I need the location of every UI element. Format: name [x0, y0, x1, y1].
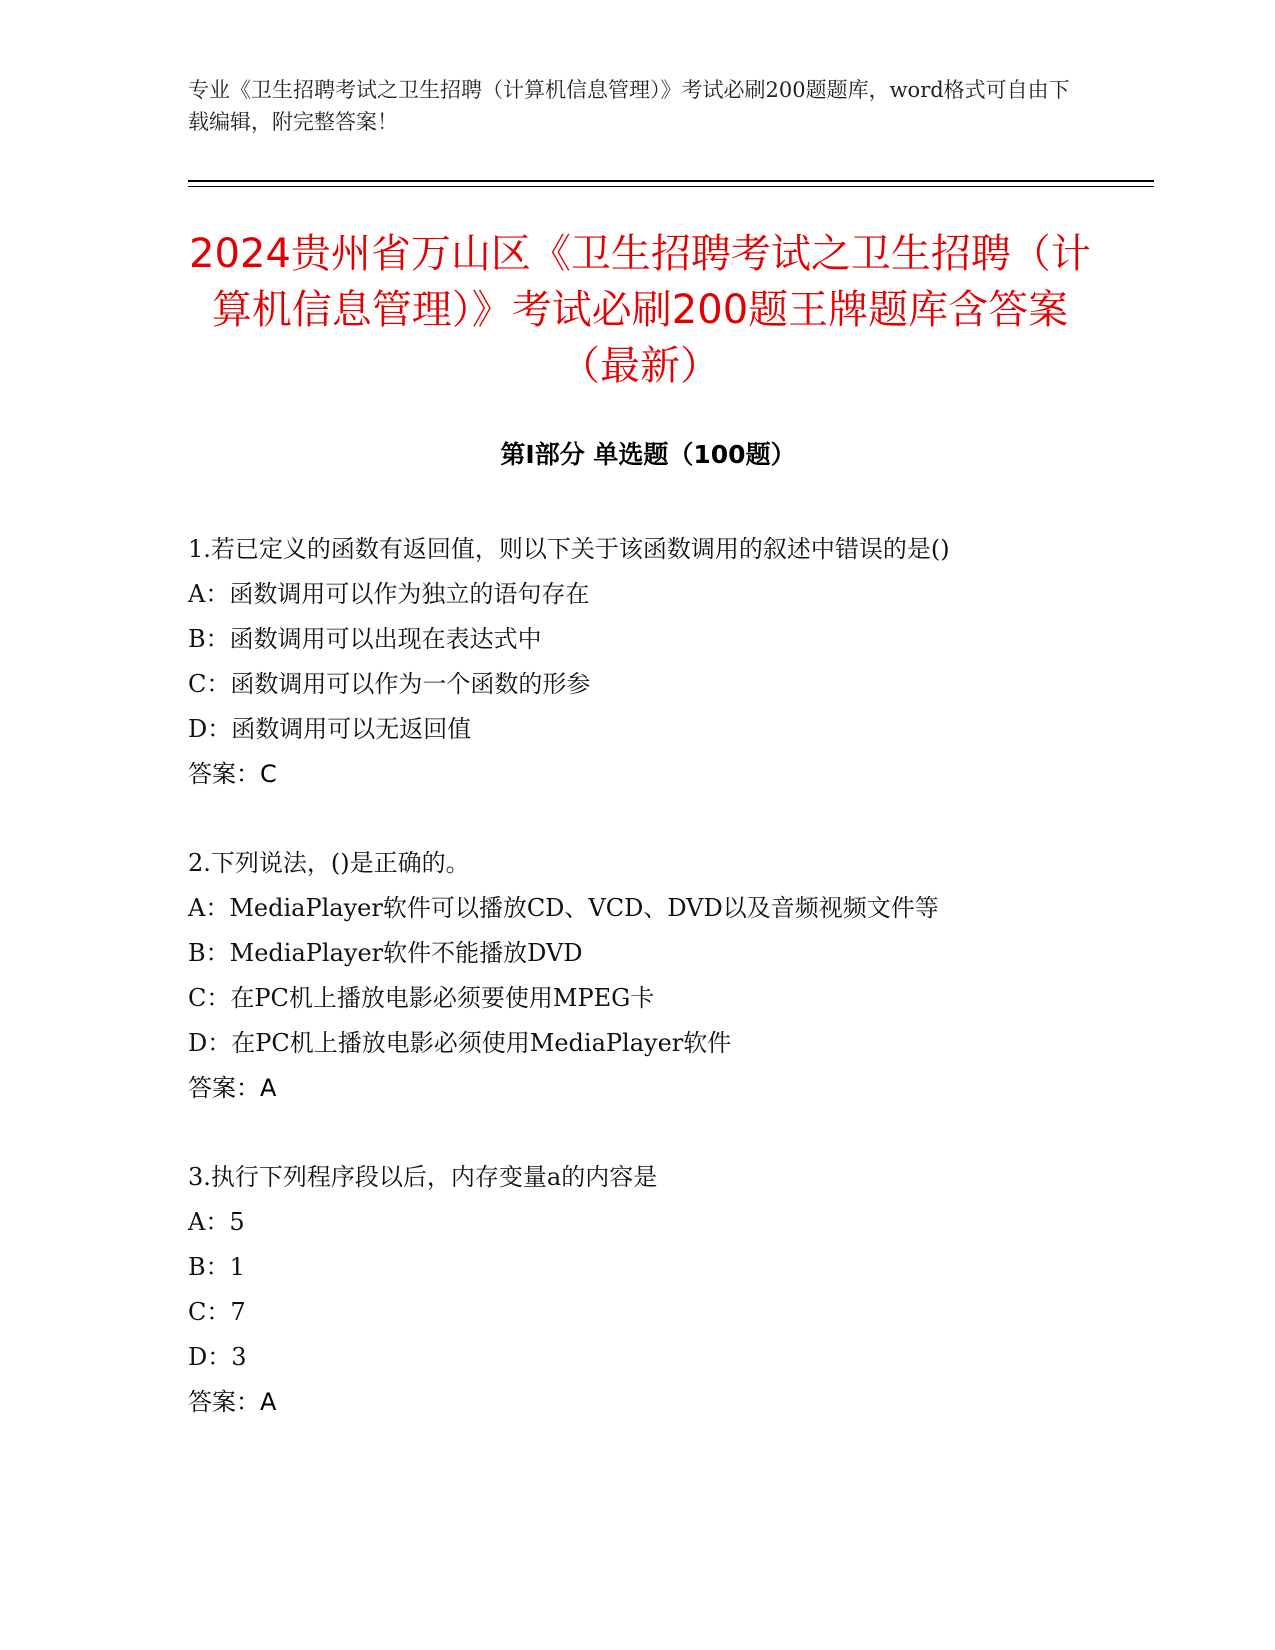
header-rule-thin [188, 186, 1154, 187]
question-list [188, 526, 1088, 1468]
section-title: 第Ⅰ部分 单选题（100题） [500, 440, 796, 469]
document-title: 2024贵州省万山区《卫生招聘考试之卫生招聘（计算机信息管理）》考试必刷200题王牌题库含答案（最新） [189, 231, 1091, 389]
option-d: D：函数调用可以无返回值 [188, 715, 472, 743]
question-1 [188, 526, 1088, 796]
header-note: 专业《卫生招聘考试之卫生招聘（计算机信息管理）》考试必刷200题题库，word格式可自由下载编辑，附完整答案！ [188, 78, 1070, 134]
option-b: B：函数调用可以出现在表达式中 [188, 625, 542, 653]
option-a: A：函数调用可以作为独立的语句存在 [188, 580, 590, 608]
option-d: D：在PC机上播放电影必须使用MediaPlayer软件 [188, 1029, 732, 1057]
option-a: A：MediaPlayer软件可以播放CD、VCD、DVD以及音频视频文件等 [188, 894, 939, 922]
answer: 答案：A [188, 1388, 277, 1416]
option-b: B：1 [188, 1253, 245, 1281]
option-d: D：3 [188, 1343, 247, 1371]
answer: 答案：A [188, 1074, 277, 1102]
header-rule-thick [188, 180, 1154, 182]
question-stem: 1.若已定义的函数有返回值，则以下关于该函数调用的叙述中错误的是() [188, 535, 950, 563]
option-c: C：在PC机上播放电影必须要使用MPEG卡 [188, 984, 655, 1012]
answer: 答案：C [188, 760, 277, 788]
question-3 [188, 1154, 1088, 1424]
option-c: C：7 [188, 1298, 246, 1326]
option-c: C：函数调用可以作为一个函数的形参 [188, 670, 591, 698]
question-stem: 3.执行下列程序段以后，内存变量a的内容是 [188, 1163, 658, 1191]
option-b: B：MediaPlayer软件不能播放DVD [188, 939, 583, 967]
question-2 [188, 840, 1088, 1110]
question-stem: 2.下列说法，()是正确的。 [188, 849, 470, 877]
option-a: A：5 [188, 1208, 245, 1236]
